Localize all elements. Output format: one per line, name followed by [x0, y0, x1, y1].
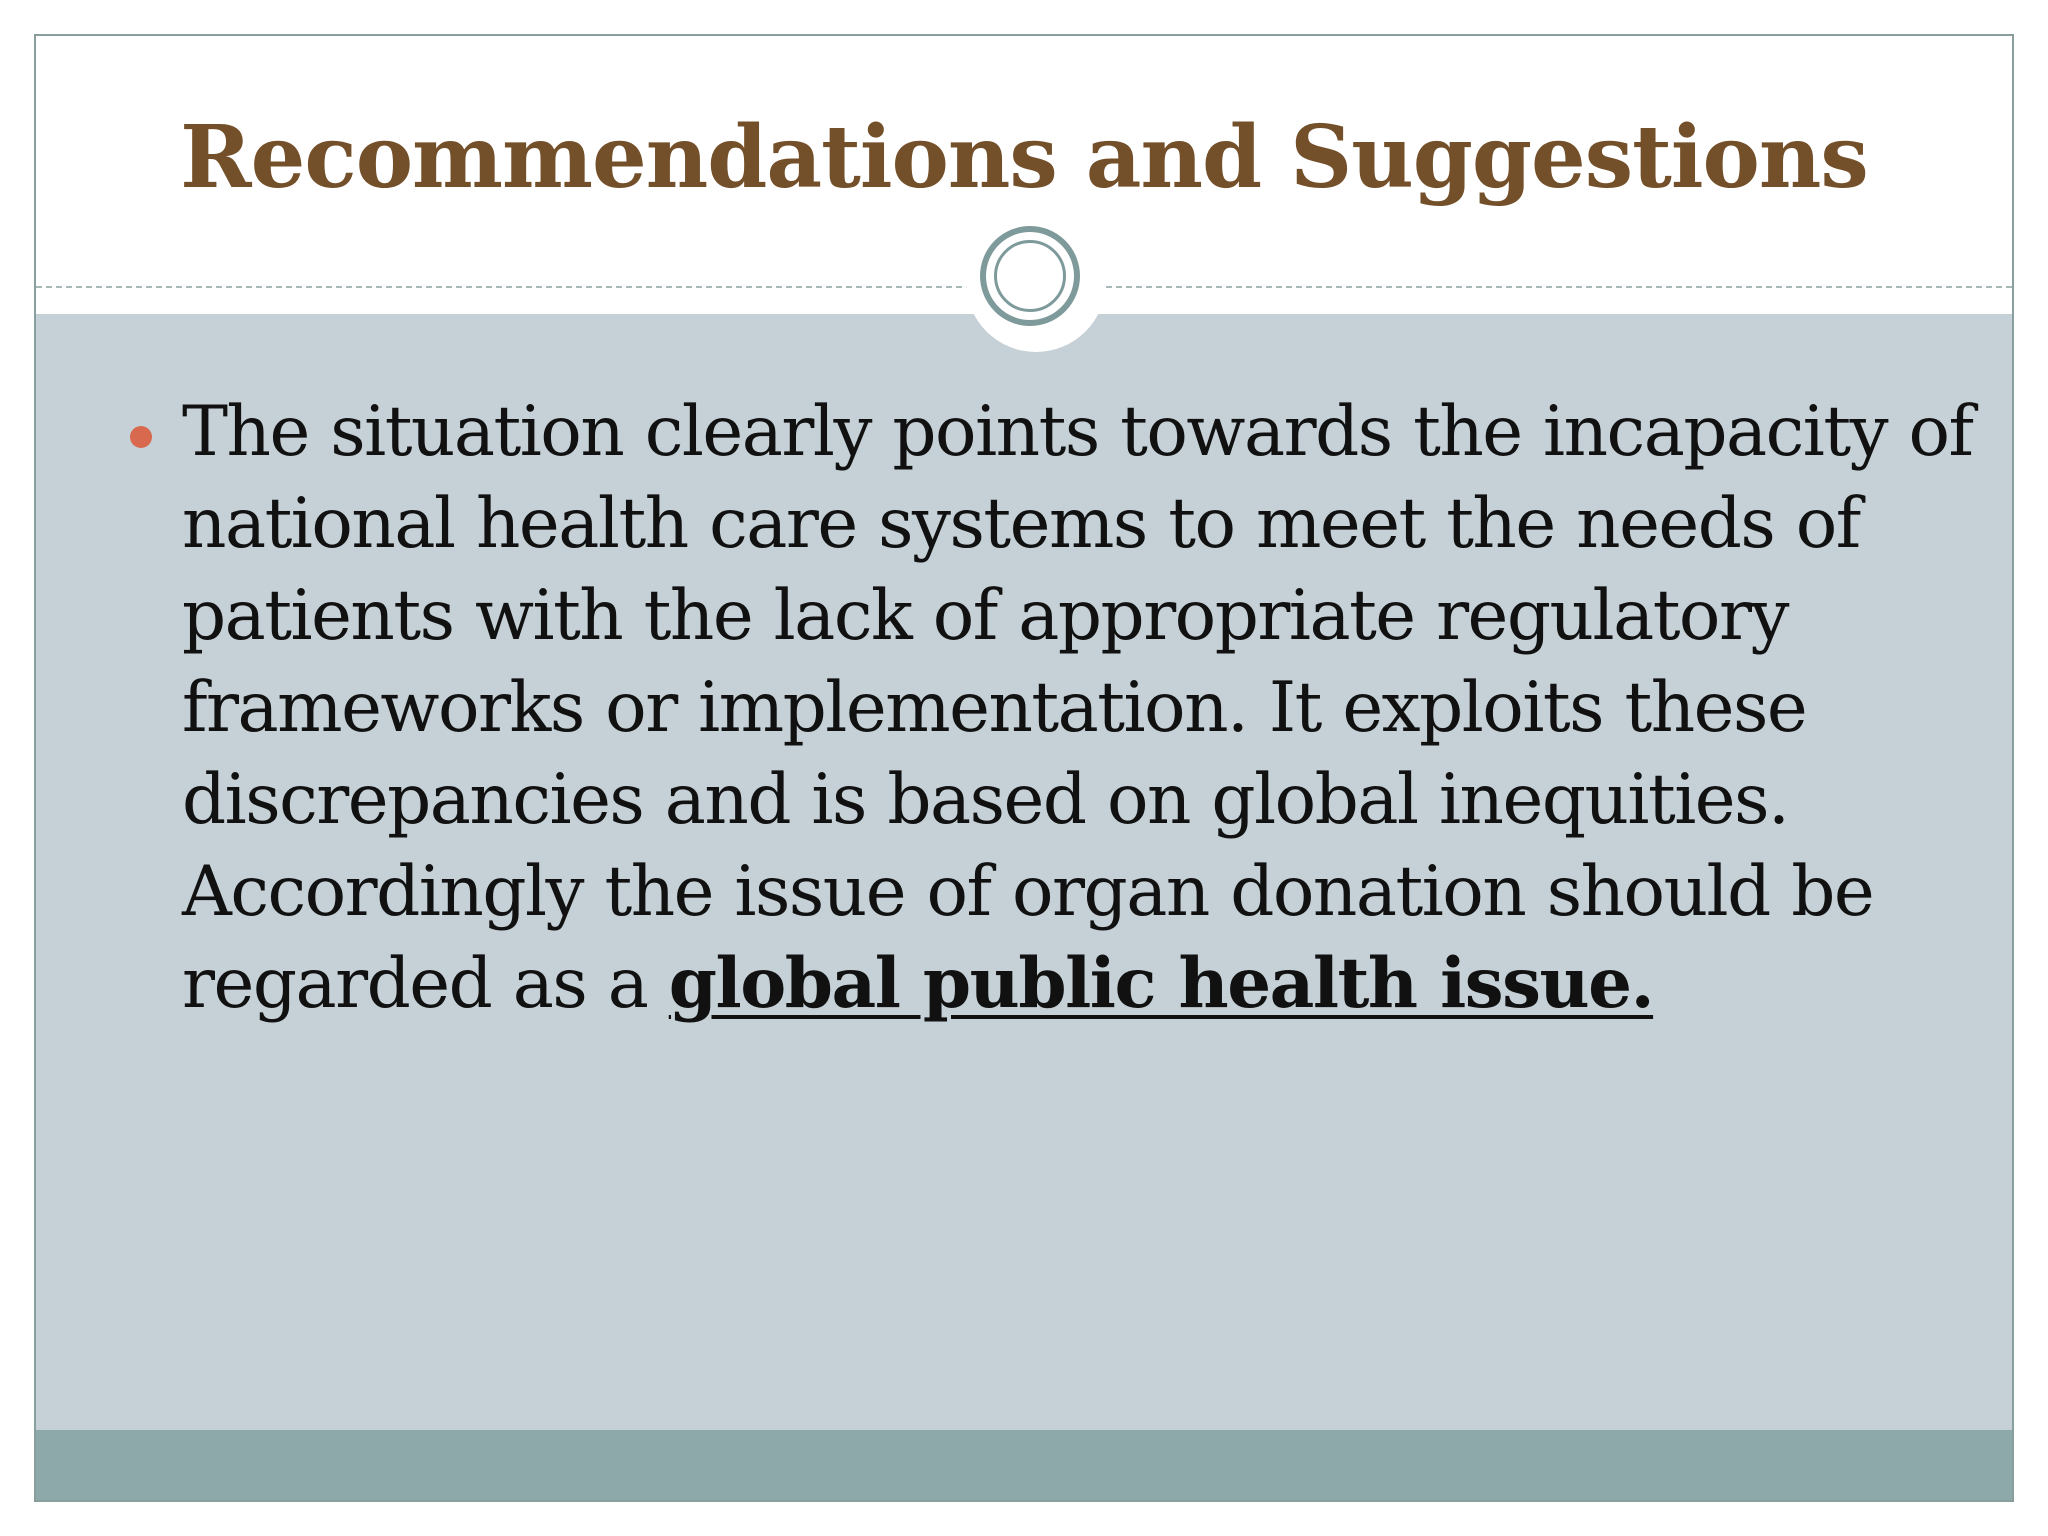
bullet-dot-icon [130, 426, 152, 448]
circle-ornament-icon [980, 226, 1080, 326]
circle-ornament-inner [994, 240, 1066, 312]
bullet-text [182, 386, 1982, 1030]
footer-bar [36, 1430, 2012, 1500]
bullet-emphasis-text: global public health issue. [668, 943, 1654, 1024]
bullet-body-text: The situation clearly points towards the incapacity of national health care systems to meet the needs of patients with the lack of appropriate regulatory frameworks or implementation. It exploits these discrepancies and is based on global inequities. Accordingly the issue of organ donation should be regarded as a [182, 392, 1973, 1024]
slide-title: Recommendations and Suggestions [180, 107, 1868, 208]
slide [34, 34, 2014, 1502]
